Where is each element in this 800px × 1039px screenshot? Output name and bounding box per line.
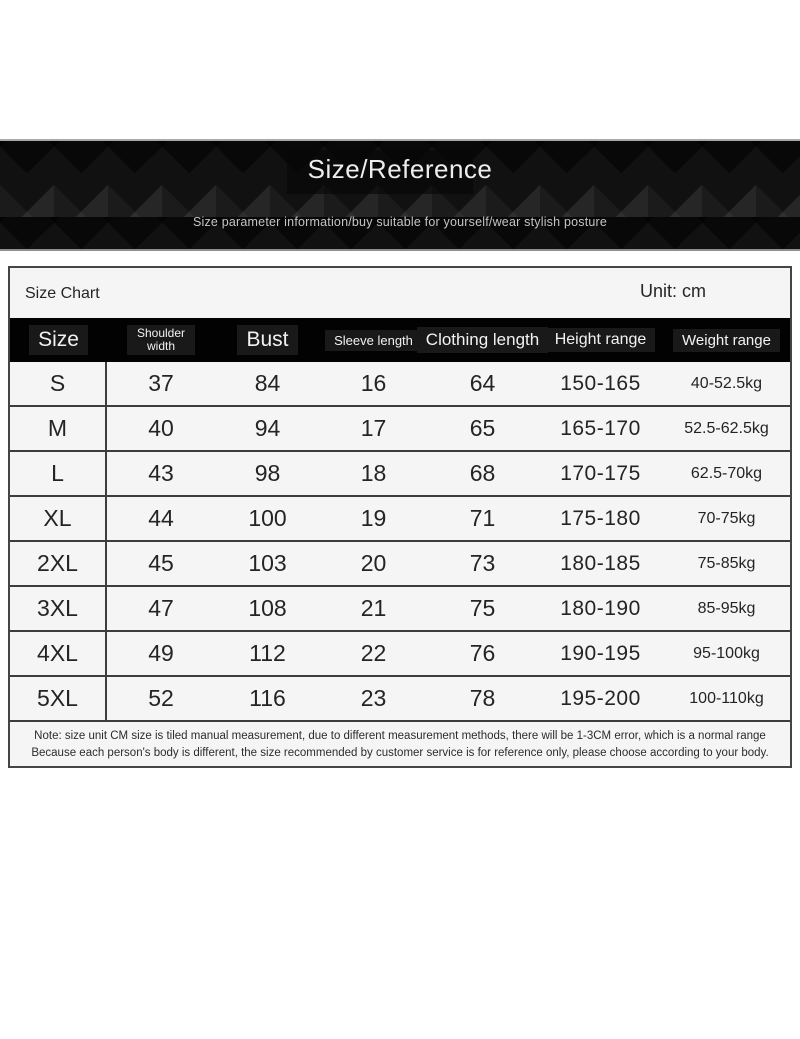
cell-bust: 100 xyxy=(248,505,287,531)
cell-sleeve: 17 xyxy=(360,415,387,441)
cell-sleeve: 20 xyxy=(360,550,387,576)
cell-sleeve: 19 xyxy=(360,505,387,531)
cell-shoulder: 47 xyxy=(148,595,174,621)
cell-bust: 112 xyxy=(249,640,286,666)
cell-clothing: 76 xyxy=(469,640,496,666)
cell-shoulder: 37 xyxy=(148,370,174,396)
cell-weight-range: 40-52.5kg xyxy=(690,374,763,392)
cell-bust: 98 xyxy=(254,460,281,486)
table-row xyxy=(10,677,790,722)
cell-sleeve: 18 xyxy=(360,460,387,486)
cell-height-range: 195-200 xyxy=(560,686,641,710)
cell-bust: 94 xyxy=(254,415,281,441)
cell-bust: 103 xyxy=(248,550,287,576)
header-cell-size: Size xyxy=(29,325,88,355)
table-row xyxy=(10,587,790,632)
cell-height-range: 170-175 xyxy=(560,461,641,485)
cell-size: 3XL xyxy=(10,587,107,630)
cell-clothing: 75 xyxy=(469,595,496,621)
banner-subtitle: Size parameter information/buy suitable for yourself/wear stylish posture xyxy=(192,215,608,229)
header-cell-bust: Bust xyxy=(237,325,297,355)
cell-height-range: 150-165 xyxy=(560,371,641,395)
cell-sleeve: 23 xyxy=(360,685,387,711)
cell-clothing: 78 xyxy=(469,685,496,711)
cell-size: L xyxy=(10,452,107,495)
cell-clothing: 71 xyxy=(469,505,496,531)
cell-shoulder: 44 xyxy=(148,505,174,531)
cell-weight-range: 62.5-70kg xyxy=(690,464,763,482)
cell-size: 4XL xyxy=(10,632,107,675)
cell-shoulder: 40 xyxy=(148,415,174,441)
table-row xyxy=(10,497,790,542)
cell-shoulder: 49 xyxy=(148,640,174,666)
header-cell-height-range: Height range xyxy=(546,328,656,352)
cell-bust: 84 xyxy=(254,370,281,396)
cell-height-range: 190-195 xyxy=(560,641,641,665)
panel-title: Size Chart xyxy=(25,285,100,302)
table-body xyxy=(10,362,790,722)
size-reference-banner xyxy=(0,139,800,251)
cell-sleeve: 22 xyxy=(360,640,387,666)
table-row xyxy=(10,542,790,587)
cell-clothing: 64 xyxy=(469,370,496,396)
banner-title: Size/Reference xyxy=(307,154,493,184)
table-row xyxy=(10,632,790,677)
cell-clothing: 73 xyxy=(469,550,496,576)
note-line-1: Note: size unit CM size is tiled manual measurement, due to different measurement methods, there will be 1-3CM error, which is a normal range xyxy=(34,730,766,742)
measurement-note xyxy=(10,722,790,766)
cell-size: M xyxy=(10,407,107,450)
table-row xyxy=(10,452,790,497)
cell-clothing: 65 xyxy=(469,415,496,441)
header-cell-clothing-length: Clothing length xyxy=(417,327,548,353)
header-cell-sleeve-length: Sleeve length xyxy=(325,330,422,351)
note-line-2: Because each person's body is different, the size recommended by customer service is for reference only, please choose according to your body. xyxy=(31,747,769,759)
unit-label: Unit: cm xyxy=(639,281,706,301)
cell-size: XL xyxy=(10,497,107,540)
cell-bust: 108 xyxy=(248,595,287,621)
cell-shoulder: 43 xyxy=(148,460,174,486)
cell-bust: 116 xyxy=(249,685,286,711)
header-cell-weight-range: Weight range xyxy=(673,329,780,352)
table-row xyxy=(10,407,790,452)
cell-height-range: 165-170 xyxy=(560,416,641,440)
cell-weight-range: 100-110kg xyxy=(689,689,764,707)
table-row xyxy=(10,362,790,407)
cell-weight-range: 52.5-62.5kg xyxy=(684,419,769,437)
cell-weight-range: 70-75kg xyxy=(697,509,756,527)
cell-size: S xyxy=(10,362,107,405)
cell-size: 5XL xyxy=(10,677,107,720)
cell-weight-range: 85-95kg xyxy=(697,599,756,617)
cell-weight-range: 75-85kg xyxy=(697,554,756,572)
panel-header xyxy=(10,268,790,318)
cell-height-range: 175-180 xyxy=(560,506,641,530)
cell-size: 2XL xyxy=(10,542,107,585)
cell-sleeve: 16 xyxy=(360,370,387,396)
cell-clothing: 68 xyxy=(469,460,496,486)
size-chart-panel xyxy=(8,266,792,768)
cell-height-range: 180-185 xyxy=(560,551,641,575)
cell-sleeve: 21 xyxy=(360,595,387,621)
cell-shoulder: 52 xyxy=(148,685,174,711)
header-cell-shoulder-width: Shoulder width xyxy=(127,325,195,355)
cell-weight-range: 95-100kg xyxy=(693,644,760,662)
table-header-row xyxy=(10,318,790,362)
cell-shoulder: 45 xyxy=(148,550,174,576)
cell-height-range: 180-190 xyxy=(560,596,641,620)
